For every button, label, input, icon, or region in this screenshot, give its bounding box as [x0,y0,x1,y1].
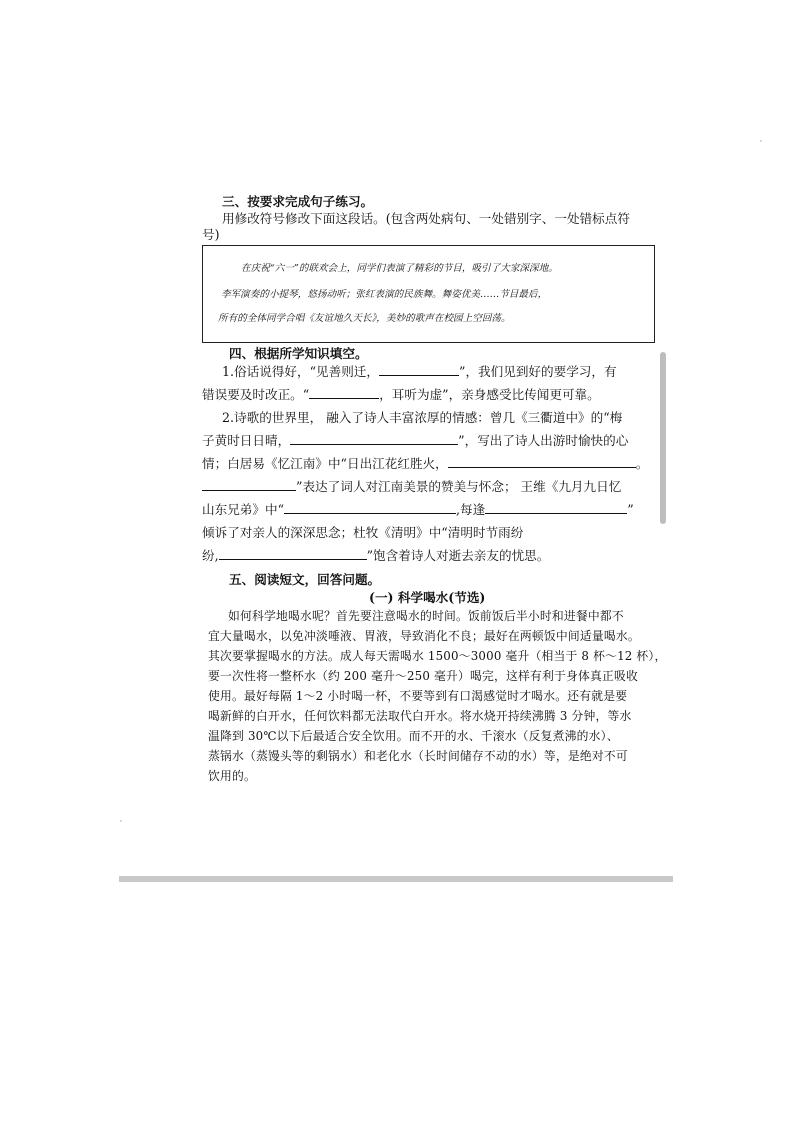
q1-text: 错误要及时改正。“ [202,387,310,402]
scan-speck [760,140,762,142]
q2-text: 山东兄弟》中“ [202,502,285,517]
q1-text: 1.俗话说得好，“见善则迁， [222,364,379,379]
q2-line [202,478,621,496]
q2-line: 倾诉了对亲人的深深思念；杜牧《清明》中“清明时节雨纷 [202,525,524,540]
q2-line [202,432,628,450]
page-divider [119,876,673,882]
section3-instruction-cont: 号) [202,227,220,242]
box-line: 所有的全体同学合唱《友谊地久天长》，美妙的歌声在校园上空回荡。 [218,313,511,324]
article-line: 喝新鲜的白开水，任何饮料都无法取代白开水。将水烧开持续沸腾 3 分钟，等水 [208,709,632,723]
q2-line: 2.诗歌的世界里， 融入了诗人丰富浓厚的情感：曾几《三衢道中》的“梅 [222,410,623,425]
q1-blank[interactable] [309,386,379,399]
q2-text: 纷, [202,548,219,563]
q1-text: ，耳听为虚”，亲身感受比传闻更可靠。 [379,387,600,402]
scrollbar-thumb[interactable] [660,352,666,524]
q1-text: ”，我们见到好的要学习，有 [459,364,617,379]
q2-text: 。 [635,456,649,471]
q2-text: ”，写出了诗人出游时愉快的心 [458,433,629,448]
article-line: 温降到 30℃以下后最适合安全饮用。而不开的水、千滚水（反复煮沸的水）、 [208,729,619,743]
q2-line [202,547,549,565]
q1-line [202,386,600,404]
q2-blank[interactable] [284,501,456,514]
q2-text: 情；白居易《忆江南》中“日出江花红胜火， [202,456,448,471]
article-line: 宜大量喝水，以免冲淡唾液、胃液，导致消化不良；最好在两顿饭中间适量喝水。 [208,629,640,643]
q2-blank[interactable] [485,501,627,514]
article-line: 使用。最好每隔 1～2 小时喝一杯，不要等到有口渴感觉时才喝水。还有就是要 [208,689,628,703]
q2-blank[interactable] [290,432,458,445]
article-line: 其次要掌握喝水的方法。成人每天需喝水 1500～3000 毫升（相当于 8 杯～12 杯）， [208,649,667,663]
q2-blank[interactable] [448,455,636,468]
q2-text: 子黄时日日晴， [202,433,291,448]
q2-text: ”表达了词人对江南美景的赞美与怀念； 王维《九月九日忆 [296,479,622,494]
paragraph-to-edit-box [202,245,655,343]
q2-blank[interactable] [202,478,296,491]
article-line: 蒸锅水（蒸馒头等的剩锅水）和老化水（长时间储存不动的水）等，是绝对不可 [208,749,628,763]
box-line: 在庆祝“六一”的联欢会上，同学们表演了精彩的节目，吸引了大家深深地。 [241,263,558,274]
q2-text: ” [627,502,634,517]
box-line: 李军演奏的小提琴，悠扬动听；张红表演的民族舞。舞姿优美……节目最后， [221,289,548,300]
scan-speck [120,820,122,822]
section3-instruction: 用修改符号修改下面这段话。(包含两处病句、一处错别字、一处错标点符 [222,211,630,226]
article-line: 要一次性将一整杯水（约 200 毫升～250 毫升）喝完，这样有利于身体真正吸收 [208,669,638,683]
section5-heading: 五、阅读短文，回答问题。 [229,572,381,587]
q2-line [202,501,634,519]
q1-blank[interactable] [379,363,459,376]
section3-heading: 三、按要求完成句子练习。 [222,194,374,209]
q2-text: ,每逢 [456,502,486,517]
q1-line [222,363,617,381]
article-title: (一) 科学喝水(节选) [369,590,486,605]
q2-line [202,455,648,473]
section4-heading: 四、根据所学知识填空。 [229,346,368,361]
article-line: 如何科学地喝水呢？首先要注意喝水的时间。饭前饭后半小时和进餐中都不 [228,609,624,623]
q2-blank[interactable] [219,547,367,560]
q2-text: ”饱含着诗人对逝去亲友的忧思。 [366,548,550,563]
article-line: 饮用的。 [208,769,256,783]
